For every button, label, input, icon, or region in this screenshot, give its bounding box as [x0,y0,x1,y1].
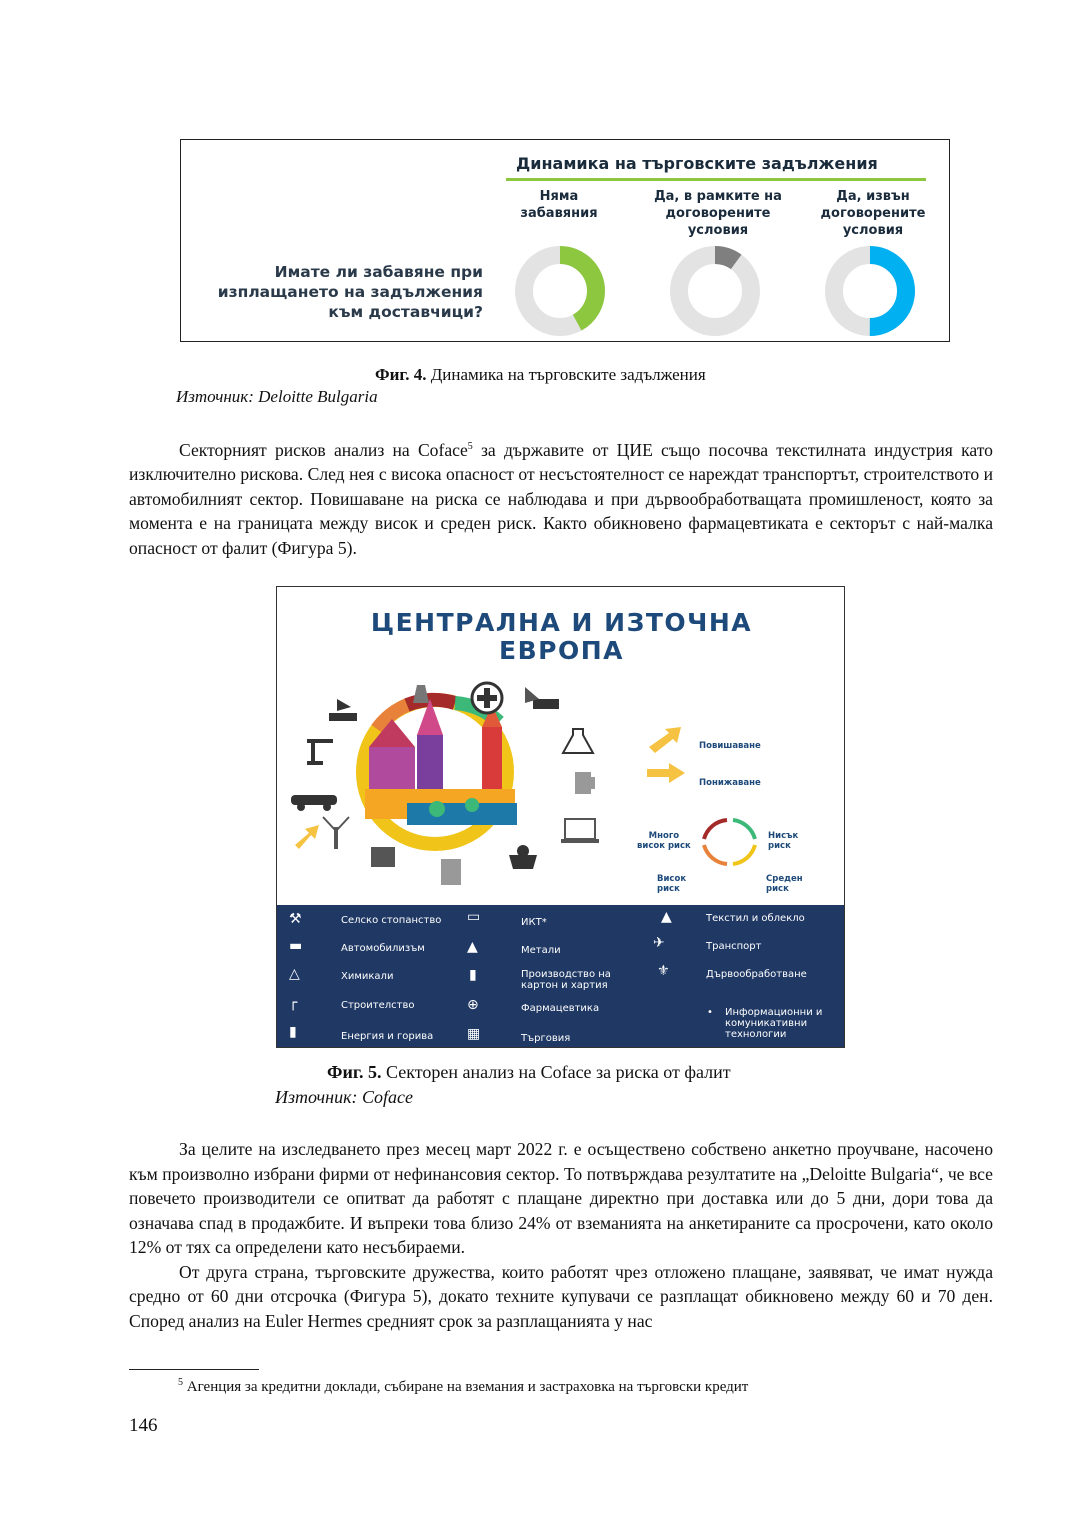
legend-line: комуникативни [725,1018,808,1029]
column-header-no-delays [484,188,634,222]
title-line: ЕВРОПА [499,636,624,665]
label-decrease: Понижаване [699,778,761,788]
paragraph-3: От друга страна, търговските дружества, които работят чрез отложено плащане, заявяват, че имат нужда средно от 60 дни отсрочка (Фигура 5), докато техните купувачи се разплащат обикновено между 60 и 70 ден. Според анализ на Euler Hermes средният срок за разплащанията у нас [129,1261,993,1331]
automotive-icon: ▬ [289,938,303,954]
risk-key-very-high [704,820,727,839]
metals-icon: ▲ [467,939,478,955]
caption-text: Секторен анализ на Coface за риска от фалит [381,1062,731,1082]
footnote-ref[interactable]: 5 [467,441,473,452]
paragraph-2: За целите на изследването през месец март 2022 г. е осъществено собствено анкетно проучване, насочено към произволно избрани фирми от нефинансовия сектор. То потвърждава резултатите на „Deloitte Bulgaria“, че все повечето производители се опитват да работят с плащане директно при доставка или до 5 дни, дори това да означава спад в продажбите. И въпреки това близо 24% от вземанията на анкетираните са просрочени, като около 12% от тях са определени като несъбираеми. [129,1139,993,1257]
donut-no-delays [514,245,606,337]
column-header-outside-terms [798,188,948,239]
agriculture-icon [525,687,559,709]
column-header-line: Да, в рамките на [654,189,782,204]
figure-5-title [277,609,845,665]
title-underline [506,178,926,181]
figure-5-source: Източник: Coface [275,1087,413,1107]
textile-icon [413,685,429,703]
figure-4-caption [375,365,706,385]
legend-item: Транспорт [706,941,762,952]
legend-item: Химикали [341,971,394,982]
legend-item: Метали [521,945,561,956]
pharma-icon [472,683,502,713]
risk-key-low [733,820,755,839]
bullet-icon: • [707,1007,713,1018]
footnote [178,1377,748,1396]
transport-icon [329,699,357,721]
label-line: риск [766,884,789,894]
automotive-icon [291,795,337,811]
ict-icon [561,819,599,843]
footnote-divider [129,1369,259,1370]
ict-icon: ▭ [467,909,481,925]
risk-key-high [704,845,727,864]
title-line: ЦЕНТРАЛНА И ИЗТОЧНА [370,608,753,637]
wood-icon: ⚜ [657,963,670,979]
chemicals-icon [563,729,593,753]
caption-label: Фиг. 4. [375,365,427,384]
legend-item: Търговия [521,1033,571,1044]
paragraph-text: за държавите от ЦИЕ също посочва текстилната индустрия като изключително рискова. След нея с висока опасност от несъстоятелност се нареждат транспортът, строителството и автомобилният сектор. Повишаване на риска се наблюдава и при дървообработващата промишленост, която за момента е на границата между висок и среден риск. Както обикновено фармацевтиката е секторът с най-малка опасност от фалит (Фигура 5). [129,439,993,558]
legend-item: Текстил и облекло [706,913,805,924]
legend-item: Селско стопанство [341,915,442,926]
legend-line: картон и хартия [521,980,608,991]
paper-icon [441,859,461,885]
legend-note [725,1007,822,1040]
label-line: риск [657,884,680,894]
figure-5-caption [327,1062,731,1083]
paragraph-1 [129,435,993,560]
figure-4 [180,139,950,342]
risk-key-medium [733,845,755,864]
label-very-high-risk [637,831,691,851]
textile-icon: ▲ [661,909,672,925]
legend-item: Строителство [341,1000,415,1011]
label-low-risk [768,831,798,851]
sector-legend [277,905,845,1048]
footnote-text: Агенция за кредитни доклади, събиране на вземания и застраховка на търговски кредит [183,1379,749,1395]
legend-item: Дървообработване [706,969,807,980]
construction-icon: ┌ [289,995,298,1011]
column-header-line: Да, извън [836,189,910,204]
increase-arrow-icon [295,825,319,849]
column-header-line: Няма [539,189,579,204]
arrow-up-icon [649,727,681,753]
label-increase: Повишаване [699,741,761,751]
legend-line: Производство на [521,969,611,980]
question-line: изплащането на задължения [217,283,483,301]
label-high-risk [657,874,686,894]
legend-line: технологии [725,1029,787,1040]
sector-icons [291,683,599,885]
figure-5 [276,586,845,1048]
transport-icon: ✈ [653,935,665,951]
label-line: висок риск [637,841,691,851]
figure-4-source: Източник: Deloitte Bulgaria [176,387,378,406]
column-header-line: забавяния [520,206,598,221]
caption-label: Фиг. 5. [327,1062,382,1082]
label-medium-risk [766,874,803,894]
column-header-line: условия [842,223,904,238]
chemicals-icon: △ [289,966,300,982]
footnote-number: 5 [178,1377,183,1388]
donut-within-terms [669,245,761,337]
label-line: Много [648,831,680,841]
retail-icon [371,847,395,867]
pharma-icon: ⊕ [467,997,479,1013]
arrow-down-icon [647,763,685,783]
wood-icon [323,817,349,849]
sector-illustration [277,677,845,905]
label-line: Нисък [768,831,799,841]
column-header-line: договорените [820,206,926,221]
agriculture-icon: ⚒ [289,911,302,927]
column-header-within-terms [643,188,793,239]
legend-item: Енергия и горива [341,1031,434,1042]
paper-icon: ▮ [469,967,477,983]
paragraphs-body [129,1137,993,1333]
donut-outside-terms [824,245,916,337]
column-header-line: договорените [665,206,771,221]
energy-icon [575,772,595,794]
label-line: Среден [766,874,803,884]
page-number: 146 [129,1415,158,1436]
question-line: към доставчици? [328,303,483,321]
legend-item: ИКТ* [521,917,547,928]
construction-icon [307,739,333,765]
figure-4-title: Динамика на търговските задължения [516,154,878,173]
legend-item: Автомобилизъм [341,943,425,954]
label-line: риск [768,841,791,851]
question-line: Имате ли забавяне при [274,263,483,281]
energy-icon: ▮ [289,1024,297,1040]
survey-question [187,262,483,322]
caption-text: Динамика на търговските задължения [426,365,706,384]
metals-icon [509,845,537,869]
retail-icon: ▦ [467,1026,481,1042]
legend-line: Информационни и [725,1007,823,1018]
label-line: Висок [657,874,687,884]
legend-item [521,969,611,991]
column-header-line: условия [687,223,749,238]
legend-item: Фармацевтика [521,1003,600,1014]
paragraph-text: Секторният рисков анализ на Coface [179,439,468,460]
